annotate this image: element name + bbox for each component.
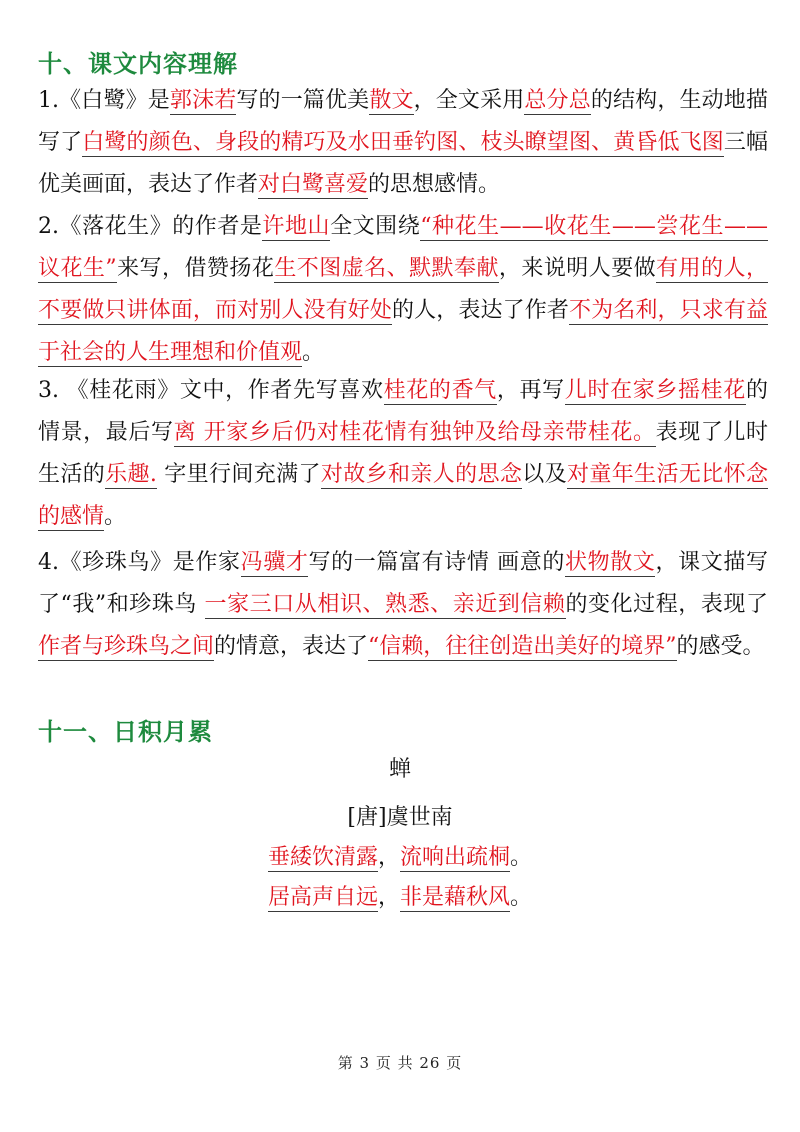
answer-fill: 一家三口从相识、熟悉、亲近到信赖 (204, 592, 566, 617)
answer-fill: 白鹭的颜色、身段的精巧及水田垂钓图、枝头瞭望图、黄昏低飞图 (82, 130, 724, 155)
answer-fill: “信赖，往往创造出美好的境界” (368, 634, 677, 659)
answer-fill: 作者与珍珠鸟之间 (38, 634, 215, 659)
text-segment: ，来说明人要做 (498, 256, 657, 281)
answer-fill: 许地山 (262, 214, 331, 239)
text-segment: 的情景，最后写 (38, 378, 768, 445)
poem-line-2-sep: ， (377, 885, 400, 910)
text-segment: 表现了儿时生活的 (38, 420, 768, 487)
answer-fill: 冯骥才 (240, 550, 309, 575)
answer-fill: 离 开家乡后仍对桂花情有独钟及给母亲带桂花。 (173, 420, 656, 445)
poem-line-1-first: 垂緌饮清露 (267, 845, 378, 870)
answer-fill: 生不图虚名、默默奉献 (274, 256, 499, 281)
poem-line-2-second: 非是藉秋风 (400, 885, 511, 910)
poem-author: [唐]虞世南 (347, 805, 453, 830)
text-segment: 三幅优美画面，表达了作者 (38, 130, 768, 197)
answer-fill: 对童年生活无比怀念的感情 (38, 462, 768, 529)
answer-fill: 不为名利，只求有益于社会的人生理想和价值观 (38, 298, 768, 365)
text-segment: 3. 《桂花雨》文中，作者先写喜欢 (38, 378, 384, 403)
text-segment: ，课文描写了“我”和珍珠鸟 (38, 550, 768, 617)
text-segment: 。 (104, 504, 127, 529)
page-footer: 第 3 页 共 26 页 (337, 1054, 463, 1072)
poem-line-1-sep: ， (377, 845, 400, 870)
text-segment: 全文围绕 (330, 214, 421, 239)
text-segment: 的思想感情。 (368, 172, 501, 197)
text-segment: ，再写 (496, 378, 565, 403)
text-segment: 的结构，生动地描写了 (38, 88, 768, 155)
text-segment: 的变化过程，表现了 (565, 592, 768, 617)
text-segment: 的人，表达了作者 (391, 298, 569, 323)
poem-line-1-end: 。 (510, 845, 533, 870)
answer-fill: 有用的人，不要做只讲体面，而对别人没有好处 (38, 256, 768, 323)
paragraph-3 (38, 370, 768, 538)
text-segment: 2.《落花生》的作者是 (38, 214, 263, 239)
text-segment: 写的一篇富有诗情 画意的 (308, 550, 565, 575)
poem-line-1 (0, 840, 800, 871)
text-segment: 1.《白鹭》是 (38, 88, 170, 113)
section-10-heading: 十、课文内容理解 (38, 49, 238, 78)
paragraph-1 (38, 80, 768, 206)
poem-title: 蝉 (388, 757, 411, 782)
text-segment: 来写，借赞扬花 (116, 256, 275, 281)
answer-fill: 桂花的香气 (383, 378, 497, 403)
poem-line-2 (0, 880, 800, 911)
answer-fill: “种花生——收花生——尝花生——议花生” (38, 214, 768, 281)
answer-fill: 状物散文 (564, 550, 656, 575)
text-segment: 以及 (522, 462, 567, 487)
paragraph-2 (38, 206, 768, 374)
text-segment: ，全文采用 (413, 88, 525, 113)
text-segment: 的情意，表达了 (214, 634, 369, 659)
answer-fill: 总分总 (524, 88, 591, 113)
answer-fill: 散文 (369, 88, 414, 113)
answer-fill: 对故乡和亲人的思念 (320, 462, 523, 487)
section-11-heading: 十一、日积月累 (38, 717, 213, 746)
answer-fill: 乐趣. (105, 462, 157, 487)
paragraph-4 (38, 542, 768, 668)
text-segment: 4.《珍珠鸟》是作家 (38, 550, 241, 575)
answer-fill: 儿时在家乡摇桂花 (564, 378, 746, 403)
text-segment: 的感受。 (676, 634, 765, 659)
text-segment: 写的一篇优美 (236, 88, 370, 113)
poem-line-2-end: 。 (510, 885, 533, 910)
text-segment: 字里行间充满了 (156, 462, 321, 487)
answer-fill: 郭沫若 (169, 88, 237, 113)
text-segment: 。 (302, 340, 325, 365)
poem-line-1-second: 流响出疏桐 (400, 845, 511, 870)
answer-fill: 对白鹭喜爱 (258, 172, 369, 197)
poem-line-2-first: 居高声自远 (267, 885, 378, 910)
